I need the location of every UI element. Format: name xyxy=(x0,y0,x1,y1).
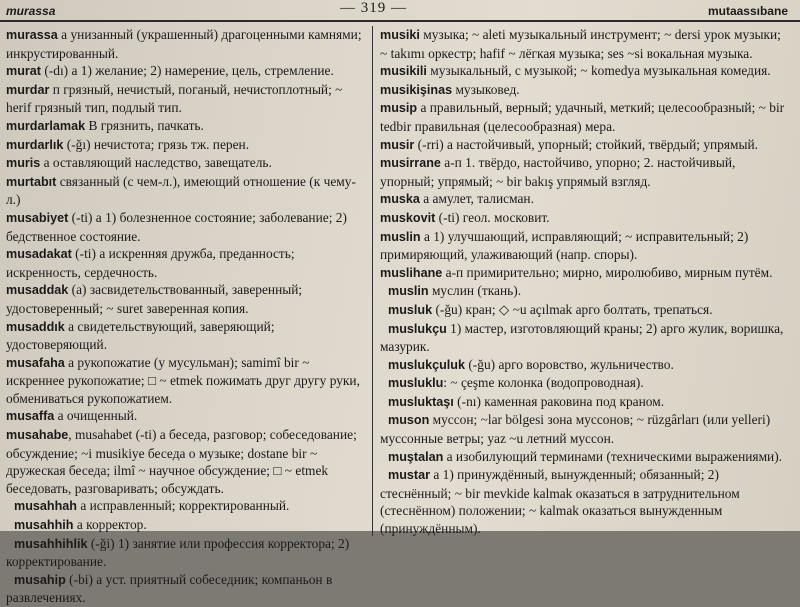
entry-definition: а 1) принуждённый, вынужденный; обязанный; 2) стеснённый; ~ bir mevkide kalmak оказаться в затруднительном (стеснённом) положении; ~ kalmak оказаться вынужденным (принуждённым). xyxy=(380,467,740,537)
dictionary-entry xyxy=(6,497,366,516)
entry-definition: а-п примирительно; мирно, миролюбиво, мирным путём. xyxy=(442,264,773,280)
dictionary-entry xyxy=(380,264,790,283)
entry-headword: muris xyxy=(6,156,41,171)
entry-headword: murdarlamak xyxy=(6,118,86,133)
dictionary-entry xyxy=(380,320,790,356)
dictionary-entry xyxy=(6,117,366,136)
entry-headword: musluk xyxy=(388,302,433,317)
dictionary-entry xyxy=(380,190,790,209)
entry-definition: а правильный, верный; удачный, меткий; целесообразный; ~ bir tedbir правильная (целесообразная) мера. xyxy=(380,100,785,134)
entry-definition: (-ğı) нечистота; грязь тж. перен. xyxy=(63,136,250,152)
entry-definition: , musahabet (-ti) а беседа, разговор; собеседование; обсуждение; ~i musikiye беседа о музыке; dostane bir ~ дружеская беседа; ilmî ~ научное обсуждение; □ ~ etmek беседовать, разговаривать; обсуждать. xyxy=(6,427,357,496)
entry-definition: музыка; ~ aleti музыкальный инструмент; ~ dersi урок музыки; ~ takımı оркестр; hafif ~ лёгкая музыка; ses ~si вокальная музыка. xyxy=(380,27,781,61)
entry-headword: musafaha xyxy=(6,355,65,370)
entry-definition: (-nı) каменная раковина под краном. xyxy=(453,393,665,409)
entry-headword: musadakat xyxy=(6,247,72,262)
entry-headword: muştalan xyxy=(388,449,444,464)
entry-definition: 1) мастер, изготовляющий краны; 2) арго жулик, воришка, мазурик. xyxy=(380,320,784,355)
entry-headword: muslin xyxy=(388,284,429,299)
entry-definition: (-ği) 1) занятие или профессия корректора; 2) корректирование. xyxy=(6,535,350,570)
entry-headword: musaffa xyxy=(6,409,55,424)
entry-definition: (-dı) а 1) желание; 2) намерение, цель, стремление. xyxy=(41,63,334,79)
entry-definition: а рукопожатие (у мусульман); samimî bir ~ искреннее рукопожатие; □ ~ etmek пожимать друг другу руки, обмениваться рукопожатием. xyxy=(6,354,360,406)
page-header xyxy=(0,0,800,22)
entry-definition: : ~ çeşme колонка (водопроводная). xyxy=(443,375,644,391)
dictionary-entry xyxy=(380,99,790,135)
entry-definition: (-bi) а уст. приятный собеседник; компаньон в развлечениях. xyxy=(6,571,333,606)
entry-definition: (а) засвидетельствованный, заверенный; удостоверенный; ~ suret заверенная копия. xyxy=(6,282,303,316)
entry-definition: п грязный, нечистый, поганый, нечистоплотный; ~ herif грязный тип, подлый тип. xyxy=(6,81,343,116)
dictionary-entry xyxy=(6,571,366,607)
entry-headword: musip xyxy=(380,101,418,116)
entry-headword: musiki xyxy=(380,28,420,42)
entry-headword: murat xyxy=(6,64,41,79)
dictionary-entry xyxy=(380,228,790,264)
entry-headword: muslihane xyxy=(380,265,443,280)
dictionary-entry xyxy=(6,136,366,155)
dictionary-entry xyxy=(6,516,366,535)
entry-headword: musaddak xyxy=(6,283,69,298)
entry-headword: muska xyxy=(380,192,420,207)
dictionary-entry xyxy=(380,411,790,447)
entry-definition: (-ğu) арго воровство, жульничество. xyxy=(464,356,674,372)
entry-headword: musirrane xyxy=(380,156,441,171)
entry-definition: а корректор. xyxy=(73,517,147,533)
entry-definition: музыковед. xyxy=(452,81,520,97)
entry-headword: musahhih xyxy=(14,518,74,533)
entry-headword: muson xyxy=(388,413,430,428)
entry-headword: muslukçuluk xyxy=(388,357,465,372)
dictionary-entry xyxy=(380,448,790,467)
dictionary-entry xyxy=(380,356,790,375)
dictionary-entry xyxy=(6,81,366,117)
entry-definition: (-ğu) кран; ◇ ~u açılmak арго болтать, трепаться. xyxy=(432,301,713,317)
dictionary-entry xyxy=(380,393,790,412)
dictionary-entry xyxy=(6,318,366,354)
entry-definition: а исправленный; корректированный. xyxy=(76,498,290,514)
entry-definition: (-rri) а настойчивый, упорный; стойкий, твёрдый; упрямый. xyxy=(414,136,759,152)
dictionary-entry xyxy=(380,301,790,320)
right-column xyxy=(380,26,790,537)
entry-headword: musahabe xyxy=(6,428,69,443)
right-guide-word: mutaassıbane xyxy=(707,4,788,18)
entry-headword: muslin xyxy=(380,229,421,244)
entry-definition: муссон; ~lar bölgesi зона муссонов; ~ rüzgârları (или yelleri) муссонные ветры; yaz ~u летний муссон. xyxy=(380,412,771,447)
entry-headword: muslukçu xyxy=(388,321,447,336)
dictionary-entry xyxy=(6,354,366,408)
dictionary-entry xyxy=(6,62,366,81)
dictionary-entry xyxy=(6,535,366,571)
dictionary-entry xyxy=(380,466,790,537)
entry-definition: а амулет, талисман. xyxy=(419,191,534,207)
entry-definition: а изобилующий терминами (техническими выражениями). xyxy=(443,448,783,464)
entry-headword: musikili xyxy=(380,64,427,79)
dictionary-entry xyxy=(6,245,366,281)
entry-headword: musaddık xyxy=(6,319,65,334)
entry-headword: murassa xyxy=(6,28,58,42)
entry-definition: музыкальный, с музыкой; ~ komedya музыкальная комедия. xyxy=(426,63,771,79)
entry-headword: musahhihlik xyxy=(14,536,88,551)
page-number: — 319 — xyxy=(340,0,407,16)
entry-headword: musabiyet xyxy=(6,210,69,225)
left-guide-word: murassa xyxy=(6,4,56,18)
dictionary-entry xyxy=(380,209,790,228)
entry-headword: mustar xyxy=(388,468,430,483)
entry-definition: (-ti) геол. московит. xyxy=(435,209,550,225)
entry-headword: musluktaşı xyxy=(388,394,454,409)
entry-headword: musikişinas xyxy=(380,82,453,97)
entry-headword: murtabıt xyxy=(6,174,57,189)
entry-definition: а-п 1. твёрдо, настойчиво, упорно; 2. настойчивый, упорный; упрямый; ~ bir bakış упрямый взгляд. xyxy=(380,155,736,189)
dictionary-entry xyxy=(380,374,790,393)
dictionary-entry xyxy=(6,154,366,173)
entry-headword: murdar xyxy=(6,82,50,97)
entry-definition: (-ti) а 1) болезненное состояние; заболевание; 2) бедственное состояние. xyxy=(6,209,347,244)
dictionary-entry xyxy=(6,26,366,62)
entry-definition: а 1) улучшающий, исправляющий; ~ исправительный; 2) примиряющий, улаживающий (напр. споры). xyxy=(380,228,749,263)
dictionary-entry xyxy=(6,173,366,209)
entry-headword: musluklu xyxy=(388,376,444,391)
dictionary-entry xyxy=(6,281,366,317)
left-column xyxy=(6,26,366,606)
entry-headword: musir xyxy=(380,137,415,152)
dictionary-entry xyxy=(380,26,790,62)
entry-definition: а оставляющий наследство, завещатель. xyxy=(40,155,272,171)
dictionary-entry xyxy=(380,81,790,100)
entry-definition: а очищенный. xyxy=(54,408,138,424)
dictionary-entry xyxy=(380,282,790,301)
dictionary-entry xyxy=(6,209,366,245)
header-rule xyxy=(0,20,800,22)
entry-headword: musahip xyxy=(14,572,66,587)
dictionary-entry xyxy=(380,62,790,81)
entry-definition: (-ti) а искренняя дружба, преданность; искренность, сердечность. xyxy=(6,246,295,280)
entry-definition: В грязнить, пачкать. xyxy=(85,117,204,133)
dictionary-entry xyxy=(380,136,790,155)
dictionary-entry xyxy=(6,407,366,426)
entry-headword: musahhah xyxy=(14,499,77,514)
column-divider xyxy=(372,26,373,536)
entry-headword: murdarlık xyxy=(6,137,64,152)
entry-definition: муслин (ткань). xyxy=(428,283,522,299)
entry-definition: а свидетельствующий, заверяющий; удостоверяющий. xyxy=(6,318,275,353)
dictionary-entry xyxy=(6,426,366,497)
entry-headword: muskovit xyxy=(380,210,436,225)
entry-definition: связанный (с чем-л.), имеющий отношение (к чему-л.) xyxy=(6,173,356,208)
entry-definition: а унизанный (украшенный) драгоценными камнями; инкрустированный. xyxy=(6,27,362,61)
dictionary-entry xyxy=(380,154,790,190)
